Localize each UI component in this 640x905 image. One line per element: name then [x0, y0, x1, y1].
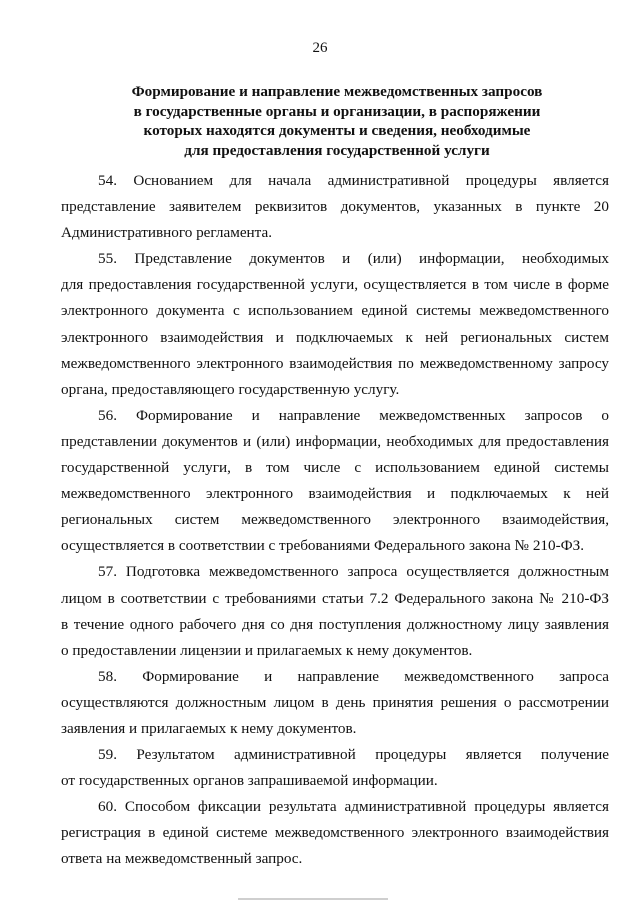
text-line: о предоставлении лицензии и прилагаемых к нему документов. [61, 641, 473, 659]
text-line: заявления и прилагаемых к нему документов. [61, 719, 357, 737]
text-line: от государственных органов запрашиваемой информации. [61, 772, 438, 790]
text-line: регистрация в единой системе межведомственного электронного взаимодействия [61, 824, 609, 842]
heading-line: которых находятся документы и сведения, необходимые [143, 122, 531, 139]
text-line: представление заявителем реквизитов документов, указанных в пункте 20 [61, 198, 609, 216]
heading-line: Формирование и направление межведомственных запросов [131, 83, 543, 100]
heading-line: для предоставления государственной услуги [184, 141, 490, 159]
text-line: 54. Основанием для начала административной процедуры является [98, 172, 609, 189]
paragraph-57 [61, 559, 609, 663]
text-line: представлении документов и (или) информации, необходимых для предоставления [61, 432, 609, 450]
text-line: государственной услуги, в том числе с использованием единой системы [61, 459, 609, 477]
section-heading [60, 82, 614, 160]
text-line: 58. Формирование и направление межведомственного запроса [98, 667, 609, 685]
text-line: Административного регламента. [61, 224, 273, 242]
text-line: органа, предоставляющего государственную услугу. [61, 380, 400, 398]
text-line: региональных систем межведомственного электронного взаимодействия, [61, 511, 609, 529]
paragraph-56 [61, 403, 609, 560]
body-text [61, 168, 609, 873]
text-line: электронного взаимодействия и подключаемых к ней региональных систем [61, 328, 609, 346]
paragraph-55 [61, 246, 609, 403]
paragraph-58 [61, 664, 609, 742]
text-line: 57. Подготовка межведомственного запроса осуществляется должностным [98, 563, 609, 581]
text-line: для предоставления государственной услуги, осуществляется в том числе в форме [61, 276, 609, 294]
paragraph-54 [61, 168, 609, 246]
paragraph-59 [61, 742, 609, 794]
text-line: межведомственного электронного взаимодействия и подключаемых к ней [61, 485, 609, 503]
page-number: 26 [312, 40, 328, 56]
scan-edge-mark [238, 898, 388, 900]
text-line: ответа на межведомственный запрос. [61, 850, 303, 868]
paragraph-60 [61, 794, 609, 872]
text-line: 59. Результатом административной процедуры является получение [98, 746, 609, 764]
text-line: 60. Способом фиксации результата административной процедуры является [98, 798, 609, 816]
text-line: межведомственного электронного взаимодействия по межведомственному запросу [61, 354, 609, 372]
text-line: электронного документа с использованием единой системы межведомственного [61, 302, 609, 320]
text-line: осуществляются должностным лицом в день принятия решения о рассмотрении [61, 693, 609, 711]
text-line: 55. Представление документов и (или) информации, необходимых [98, 250, 609, 268]
heading-line: в государственные органы и организации, в распоряжении [133, 102, 541, 120]
text-line: 56. Формирование и направление межведомственных запросов о [98, 406, 609, 424]
text-line: лицом в соответствии с требованиями статьи 7.2 Федерального закона № 210-ФЗ [61, 589, 609, 607]
text-line: осуществляется в соответствии с требованиями Федерального закона № 210-ФЗ. [61, 537, 585, 555]
text-line: в течение одного рабочего дня со дня поступления должностному лицу заявления [61, 615, 609, 633]
